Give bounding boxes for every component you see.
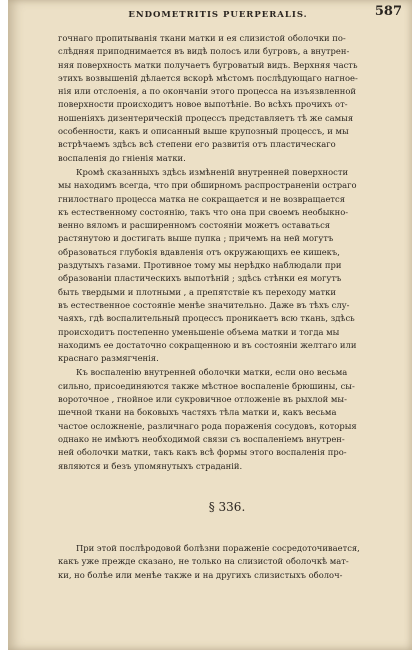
paragraph — [58, 542, 396, 582]
text-line: Кромѣ сказанныхъ здѣсь измѣненій внутренней поверхности — [76, 166, 349, 177]
text-line: ней оболочки матки, такъ какъ всѣ формы этого воспаленія про- — [58, 447, 347, 458]
text-line: ношеніяхъ дизентерическій процессъ представляетъ тѣ же самыя — [58, 112, 354, 123]
text-line: особенности, какъ и описанный выше крупозный процессъ, и мы — [58, 126, 349, 137]
text-line: гочнаго пропитыванія ткани матки и ея слизистой оболочки по- — [58, 33, 346, 43]
text-line: слѣдняя приподнимается въ видѣ полосъ или бугровъ, а внутрен- — [58, 46, 350, 57]
text-line: мы находимъ всегда, что при обширномъ распространеніи остраго — [58, 180, 357, 191]
text-line: находимъ ее достаточно сокращенною и въ состояніи желтаго или — [58, 339, 357, 350]
spacer — [58, 473, 396, 499]
paragraph — [58, 166, 396, 365]
text-line: однако не имѣютъ необходимой связи съ воспаленіемъ внутрен- — [58, 433, 345, 444]
section-heading: § 336. — [208, 499, 246, 514]
text-line: происходитъ постепенно уменьшеніе объема матки и тогда мы — [58, 326, 340, 337]
text-line: сильно, присоединяются также мѣстное воспаленіе брюшины, сы- — [58, 380, 355, 391]
text-line: няя поверхность матки получаетъ бугроватый видъ. Верхняя часть — [58, 59, 358, 70]
running-title: ENDOMETRITIS PUERPERALIS. — [128, 10, 308, 20]
text-line: какъ уже прежде сказано, не только на слизистой оболочкѣ мат- — [58, 556, 349, 567]
text-line: быть твердыми и плотными , а препятствіе къ переходу матки — [58, 286, 336, 297]
page-number: 587 — [374, 4, 402, 19]
text-line: воспаленія до гніенія матки. — [58, 152, 186, 163]
text-line: встрѣчаемъ здѣсь всѣ степени его развитія отъ пластическаго — [58, 139, 336, 150]
text-line: поверхности происходитъ новое выпотѣніе. Во всѣхъ прочихъ от- — [58, 99, 348, 110]
text-line: нія или отслоенія, а по окончаніи этого процесса на изъязвленной — [58, 86, 356, 97]
text-line: шечной ткани на боковыхъ частяхъ тѣла матки и, какъ весьма — [58, 407, 337, 418]
text-line: гнилостнаго процесса матка не сокращается и не возвращается — [58, 193, 346, 204]
text-line: образоваться глубокія вдавленія отъ окружающихъ ее кишекъ, — [58, 246, 340, 257]
text-line: венно вяломъ и расширенномъ состояніи можетъ оставаться — [58, 220, 331, 231]
text-line: къ естественному состоянію, такъ что она при своемъ необыкно- — [58, 206, 349, 217]
text-line: образованіи пластическихъ выпотѣній ; здѣсь стѣнки ея могутъ — [58, 273, 342, 284]
text-line: этихъ возвышеній дѣлается вскорѣ мѣстомъ послѣдующаго нагное- — [58, 72, 358, 83]
text-line: При этой послѣродовой болѣзни пораженіе сосредоточивается, — [76, 543, 360, 554]
body-text — [58, 32, 396, 582]
paragraph — [58, 366, 396, 472]
text-line: растянутою и достигать выше пупка ; причемъ на ней могутъ — [58, 233, 334, 244]
text-line: являются и безъ упомянутыхъ страданій. — [58, 460, 243, 471]
text-line: чаяхъ, гдѣ воспалительный процессъ проникаетъ всю ткань, здѣсь — [58, 313, 355, 324]
text-line: въ естественное состояніе менѣе значительно. Даже въ тѣхъ слу- — [58, 299, 350, 310]
text-line: раздутыхъ газами. Противное тому мы нерѣдко наблюдали при — [58, 260, 342, 271]
text-line: Къ воспаленію внутренней оболочки матки, если оно весьма — [76, 367, 348, 378]
spacer — [58, 516, 396, 542]
text-line: вороточное , гнойное или сукровичное отложеніе въ рыхлой мы- — [58, 394, 347, 405]
book-page — [8, 0, 412, 650]
paragraph — [58, 32, 396, 165]
text-line: ки, но болѣе или менѣе также и на другихъ слизистыхъ оболоч- — [58, 569, 343, 580]
text-line: частое осложненіе, различнаго рода пораженія сосудовъ, которыя — [58, 420, 357, 431]
text-line: краснаго размягченія. — [58, 353, 159, 364]
